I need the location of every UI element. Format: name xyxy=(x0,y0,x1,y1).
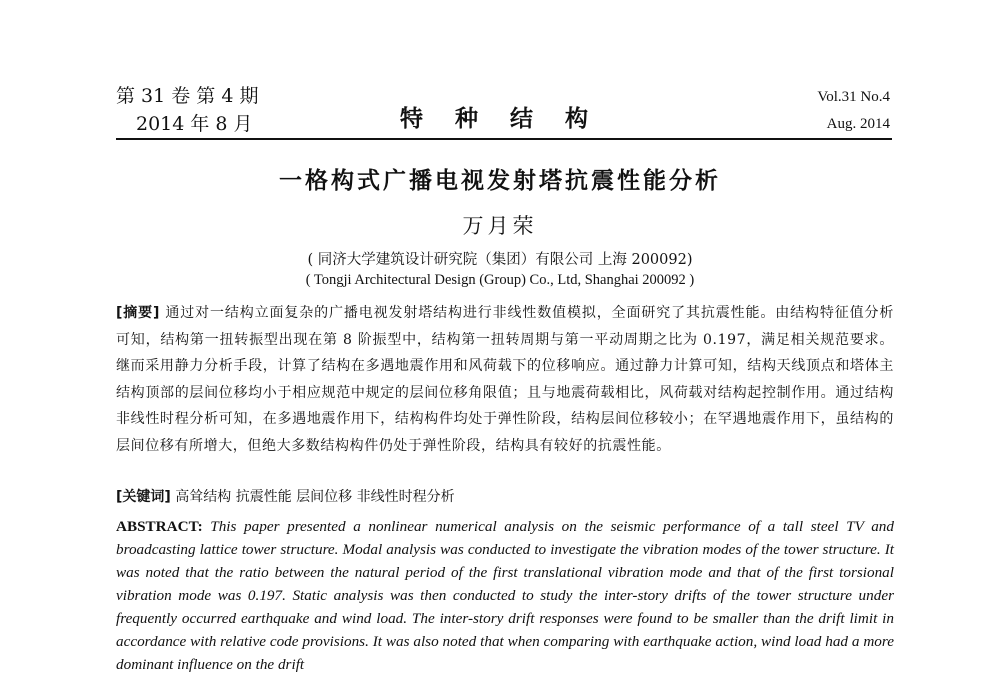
header-rule xyxy=(116,138,892,140)
volume-issue-en: Vol.31 No.4 xyxy=(817,89,890,105)
abstract-cn xyxy=(116,300,894,459)
keywords-text: 高耸结构 抗震性能 层间位移 非线性时程分析 xyxy=(175,489,455,505)
abstract-cn-text: 通过对一结构立面复杂的广播电视发射塔结构进行非线性数值模拟，全面研究了其抗震性能。由结构特征值分析可知，结构第一扭转振型出现在第 8 阶振型中，结构第一扭转周期与第一平动周期之比为 0.197，满足相关规范要求。继而采用静力分析手段，计算了结构在多遇地震作用和风荷载下的位移响应。通过静力计算可知，结构天线顶点和塔体主结构顶部的层间位移均小于相应规范中规定的层间位移角限值；且与地震荷载相比，风荷载对结构起控制作用。通过结构非线性时程分析可知，在多遇地震作用下，结构构件均处于弹性阶段，结构层间位移较小；在罕遇地震作用下，虽结构的层间位移有所增大，但绝大多数结构构件仍处于弹性阶段，结构具有较好的抗震性能。 xyxy=(116,305,894,454)
volume-issue-cn: 第 31 卷 第 4 期 xyxy=(116,85,259,107)
affiliation-cn: ( 同济大学建筑设计研究院（集团）有限公司 上海 200092) xyxy=(307,252,693,268)
abstract-en-text: This paper presented a nonlinear numerical analysis on the seismic performance of a tall steel TV and broadcasting lattice tower structure. Modal analysis was conducted to investigate the vibration modes of the tower structure. It was noted that the ratio between the natural period of the first translational vibration mode and that of the first torsional vibration mode was 0.197. Static analysis was then conducted to study the inter-story drifts of the tower structure under frequently occurred earthquake and wind load. The inter-story drift responses were found to be smaller than the drift limit in accordance with relative code provisions. It was also noted that when comparing with earthquake action, wind load had a more dominant influence on the drift xyxy=(116,518,894,673)
date-cn: 2014 年 8 月 xyxy=(136,113,253,135)
abstract-cn-label: [摘要] xyxy=(116,305,161,321)
header-right xyxy=(817,84,890,138)
abstract-en-label: ABSTRACT: xyxy=(116,518,203,535)
keywords-label: [关键词] xyxy=(116,489,171,505)
article-author: 万月荣 xyxy=(462,214,538,238)
journal-name: 特 种 结 构 xyxy=(399,105,601,132)
affiliation-en: ( Tongji Architectural Design (Group) Co., Ltd, Shanghai 200092 ) xyxy=(305,272,695,288)
date-en: Aug. 2014 xyxy=(826,116,890,132)
keywords xyxy=(116,486,894,506)
article-title: 一格构式广播电视发射塔抗震性能分析 xyxy=(279,168,721,194)
abstract-en xyxy=(116,515,894,676)
